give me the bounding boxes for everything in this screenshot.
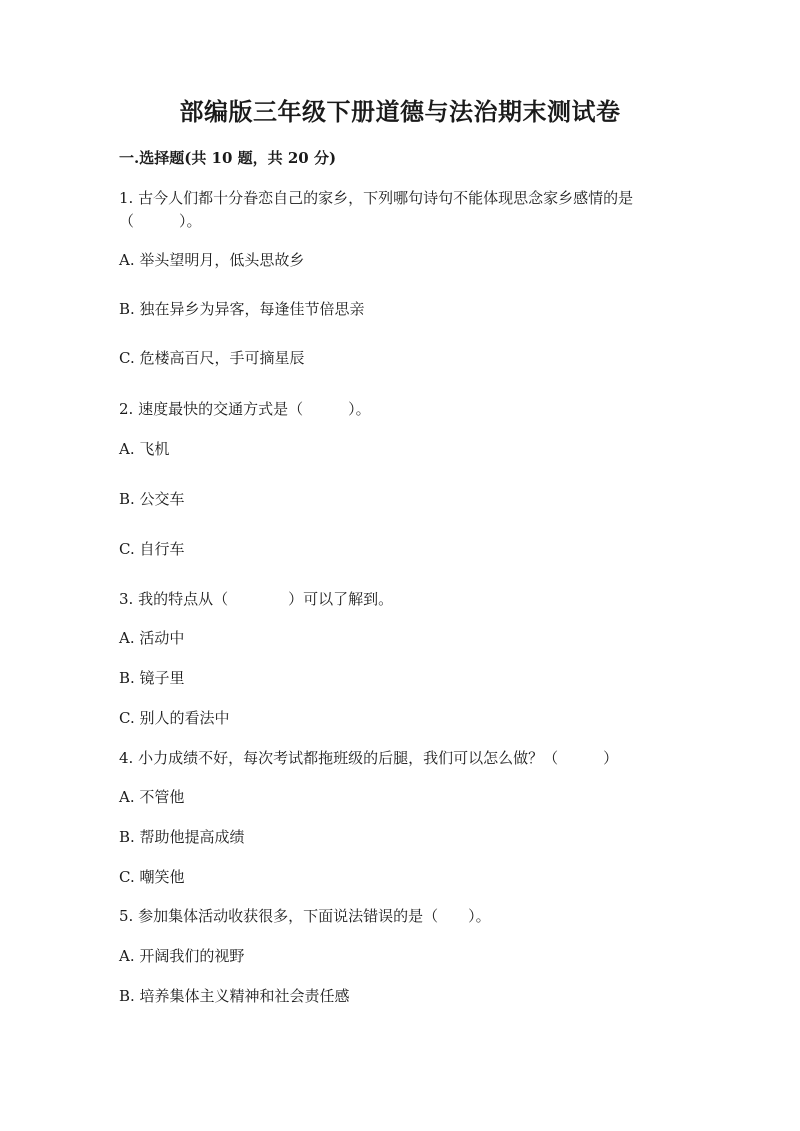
- question-4-option-c: C. 嘲笑他: [119, 868, 185, 886]
- question-1-stem-line-1: 1. 古今人们都十分眷恋自己的家乡，下列哪句诗句不能体现思念家乡感情的是: [119, 189, 634, 207]
- question-3-option-a: A. 活动中: [119, 629, 185, 647]
- question-1-option-a: A. 举头望明月，低头思故乡: [119, 251, 305, 269]
- question-2-option-a: A. 飞机: [119, 440, 170, 458]
- question-4-option-a: A. 不管他: [119, 788, 185, 806]
- question-4-option-b: B. 帮助他提高成绩: [119, 828, 245, 846]
- question-2-option-c: C. 自行车: [119, 540, 185, 558]
- section-heading: 一.选择题(共 10 题，共 20 分): [119, 149, 337, 167]
- question-4-stem: 4. 小力成绩不好，每次考试都拖班级的后腿，我们可以怎么做？（ ）: [119, 749, 619, 767]
- question-5-option-a: A. 开阔我们的视野: [119, 947, 245, 965]
- question-2-stem: 2. 速度最快的交通方式是（ ）。: [119, 400, 371, 418]
- question-5-stem: 5. 参加集体活动收获很多，下面说法错误的是（ ）。: [119, 907, 491, 925]
- question-3-option-c: C. 别人的看法中: [119, 709, 230, 727]
- question-3-option-b: B. 镜子里: [119, 669, 185, 687]
- question-1-option-b: B. 独在异乡为异客，每逢佳节倍思亲: [119, 300, 365, 318]
- question-5-option-b: B. 培养集体主义精神和社会责任感: [119, 987, 350, 1005]
- question-3-stem: 3. 我的特点从（ ）可以了解到。: [119, 590, 394, 608]
- question-1-option-c: C. 危楼高百尺，手可摘星辰: [119, 349, 305, 367]
- page-title: 部编版三年级下册道德与法治期末测试卷: [179, 97, 621, 126]
- question-2-option-b: B. 公交车: [119, 490, 185, 508]
- question-1-stem-line-2: （ ）。: [119, 212, 202, 230]
